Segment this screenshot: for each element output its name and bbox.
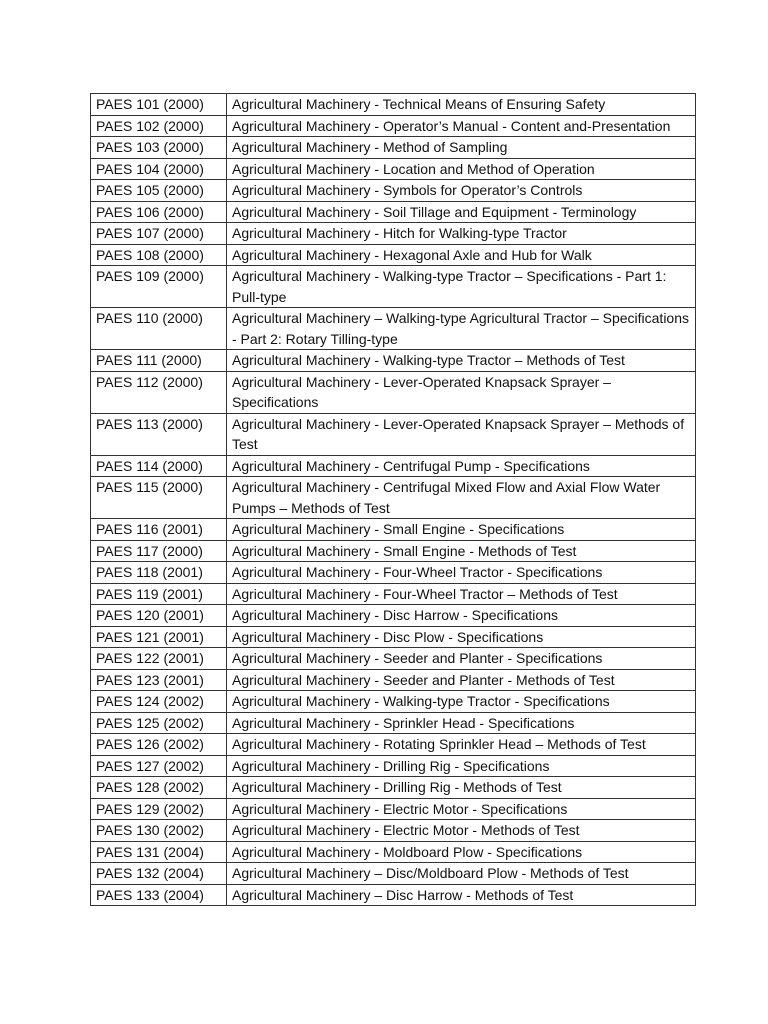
standard-title-cell: Agricultural Machinery - Lever-Operated Knapsack Sprayer – Methods of Test xyxy=(227,413,696,455)
standard-code-cell: PAES 107 (2000) xyxy=(91,223,227,245)
standard-code-cell: PAES 111 (2000) xyxy=(91,350,227,372)
standard-code-cell: PAES 125 (2002) xyxy=(91,712,227,734)
standard-title-cell: Agricultural Machinery - Rotating Sprinkler Head – Methods of Test xyxy=(227,734,696,756)
standard-title-cell: Agricultural Machinery - Seeder and Planter - Methods of Test xyxy=(227,669,696,691)
table-row xyxy=(91,371,696,413)
table-row xyxy=(91,115,696,137)
standard-title-cell: Agricultural Machinery - Sprinkler Head - Specifications xyxy=(227,712,696,734)
standard-code-cell: PAES 102 (2000) xyxy=(91,115,227,137)
standard-code-cell: PAES 124 (2002) xyxy=(91,691,227,713)
table-row xyxy=(91,223,696,245)
standard-title-cell: Agricultural Machinery - Drilling Rig - Specifications xyxy=(227,755,696,777)
table-row xyxy=(91,308,696,350)
standard-title-cell: Agricultural Machinery - Technical Means of Ensuring Safety xyxy=(227,94,696,116)
standard-code-cell: PAES 103 (2000) xyxy=(91,137,227,159)
table-row xyxy=(91,648,696,670)
standard-code-cell: PAES 130 (2002) xyxy=(91,820,227,842)
table-row xyxy=(91,691,696,713)
standard-title-cell: Agricultural Machinery – Disc Harrow - Methods of Test xyxy=(227,884,696,906)
table-row xyxy=(91,669,696,691)
standard-title-cell: Agricultural Machinery - Small Engine - Methods of Test xyxy=(227,540,696,562)
standard-code-cell: PAES 106 (2000) xyxy=(91,201,227,223)
standard-title-cell: Agricultural Machinery - Hitch for Walking-type Tractor xyxy=(227,223,696,245)
standard-code-cell: PAES 113 (2000) xyxy=(91,413,227,455)
standard-code-cell: PAES 122 (2001) xyxy=(91,648,227,670)
standard-title-cell: Agricultural Machinery - Method of Sampling xyxy=(227,137,696,159)
table-row xyxy=(91,477,696,519)
standard-title-cell: Agricultural Machinery - Walking-type Tractor - Specifications xyxy=(227,691,696,713)
table-row xyxy=(91,158,696,180)
standard-title-cell: Agricultural Machinery - Seeder and Planter - Specifications xyxy=(227,648,696,670)
table-row xyxy=(91,137,696,159)
table-row xyxy=(91,734,696,756)
table-row xyxy=(91,712,696,734)
table-row xyxy=(91,777,696,799)
standard-code-cell: PAES 108 (2000) xyxy=(91,244,227,266)
standard-code-cell: PAES 112 (2000) xyxy=(91,371,227,413)
standard-code-cell: PAES 127 (2002) xyxy=(91,755,227,777)
standard-title-cell: Agricultural Machinery - Symbols for Operator’s Controls xyxy=(227,180,696,202)
table-row xyxy=(91,350,696,372)
standard-title-cell: Agricultural Machinery - Four-Wheel Tractor – Methods of Test xyxy=(227,583,696,605)
standard-code-cell: PAES 123 (2001) xyxy=(91,669,227,691)
standard-code-cell: PAES 119 (2001) xyxy=(91,583,227,605)
standard-code-cell: PAES 126 (2002) xyxy=(91,734,227,756)
table-row xyxy=(91,798,696,820)
standard-code-cell: PAES 116 (2001) xyxy=(91,519,227,541)
table-row xyxy=(91,540,696,562)
table-row xyxy=(91,180,696,202)
table-row xyxy=(91,583,696,605)
standard-title-cell: Agricultural Machinery - Hexagonal Axle and Hub for Walk xyxy=(227,244,696,266)
standard-title-cell: Agricultural Machinery - Operator’s Manual - Content and-Presentation xyxy=(227,115,696,137)
table-row xyxy=(91,201,696,223)
table-row xyxy=(91,562,696,584)
standard-code-cell: PAES 131 (2004) xyxy=(91,841,227,863)
standard-code-cell: PAES 110 (2000) xyxy=(91,308,227,350)
table-row xyxy=(91,755,696,777)
table-row xyxy=(91,413,696,455)
standard-code-cell: PAES 114 (2000) xyxy=(91,455,227,477)
standard-title-cell: Agricultural Machinery - Electric Motor - Specifications xyxy=(227,798,696,820)
standards-table xyxy=(90,93,696,906)
table-row xyxy=(91,841,696,863)
table-row xyxy=(91,519,696,541)
standard-title-cell: Agricultural Machinery - Lever-Operated Knapsack Sprayer – Specifications xyxy=(227,371,696,413)
standard-title-cell: Agricultural Machinery - Location and Method of Operation xyxy=(227,158,696,180)
standard-code-cell: PAES 120 (2001) xyxy=(91,605,227,627)
standard-code-cell: PAES 129 (2002) xyxy=(91,798,227,820)
standard-code-cell: PAES 109 (2000) xyxy=(91,266,227,308)
table-row xyxy=(91,244,696,266)
standard-code-cell: PAES 104 (2000) xyxy=(91,158,227,180)
standard-title-cell: Agricultural Machinery - Drilling Rig - Methods of Test xyxy=(227,777,696,799)
standard-title-cell: Agricultural Machinery - Disc Harrow - Specifications xyxy=(227,605,696,627)
standard-title-cell: Agricultural Machinery - Disc Plow - Specifications xyxy=(227,626,696,648)
standard-title-cell: Agricultural Machinery - Four-Wheel Tractor - Specifications xyxy=(227,562,696,584)
standard-code-cell: PAES 132 (2004) xyxy=(91,863,227,885)
standard-title-cell: Agricultural Machinery - Electric Motor - Methods of Test xyxy=(227,820,696,842)
table-row xyxy=(91,884,696,906)
standard-code-cell: PAES 101 (2000) xyxy=(91,94,227,116)
table-row xyxy=(91,820,696,842)
table-row xyxy=(91,94,696,116)
table-row xyxy=(91,455,696,477)
standard-title-cell: Agricultural Machinery - Centrifugal Mixed Flow and Axial Flow Water Pumps – Methods of Test xyxy=(227,477,696,519)
table-row xyxy=(91,626,696,648)
standard-title-cell: Agricultural Machinery - Walking-type Tractor – Specifications - Part 1: Pull-type xyxy=(227,266,696,308)
standard-title-cell: Agricultural Machinery - Centrifugal Pump - Specifications xyxy=(227,455,696,477)
standard-code-cell: PAES 128 (2002) xyxy=(91,777,227,799)
standard-code-cell: PAES 105 (2000) xyxy=(91,180,227,202)
table-row xyxy=(91,605,696,627)
standard-code-cell: PAES 121 (2001) xyxy=(91,626,227,648)
standard-code-cell: PAES 133 (2004) xyxy=(91,884,227,906)
standard-code-cell: PAES 115 (2000) xyxy=(91,477,227,519)
standard-title-cell: Agricultural Machinery - Walking-type Tractor – Methods of Test xyxy=(227,350,696,372)
standard-code-cell: PAES 117 (2000) xyxy=(91,540,227,562)
standards-table-body xyxy=(91,94,696,906)
standard-title-cell: Agricultural Machinery – Disc/Moldboard Plow - Methods of Test xyxy=(227,863,696,885)
standard-title-cell: Agricultural Machinery - Soil Tillage and Equipment - Terminology xyxy=(227,201,696,223)
table-row xyxy=(91,266,696,308)
standard-title-cell: Agricultural Machinery - Small Engine - Specifications xyxy=(227,519,696,541)
table-row xyxy=(91,863,696,885)
standard-title-cell: Agricultural Machinery – Walking-type Agricultural Tractor – Specifications - Part 2: Rotary Tilling-type xyxy=(227,308,696,350)
standard-code-cell: PAES 118 (2001) xyxy=(91,562,227,584)
standard-title-cell: Agricultural Machinery - Moldboard Plow - Specifications xyxy=(227,841,696,863)
